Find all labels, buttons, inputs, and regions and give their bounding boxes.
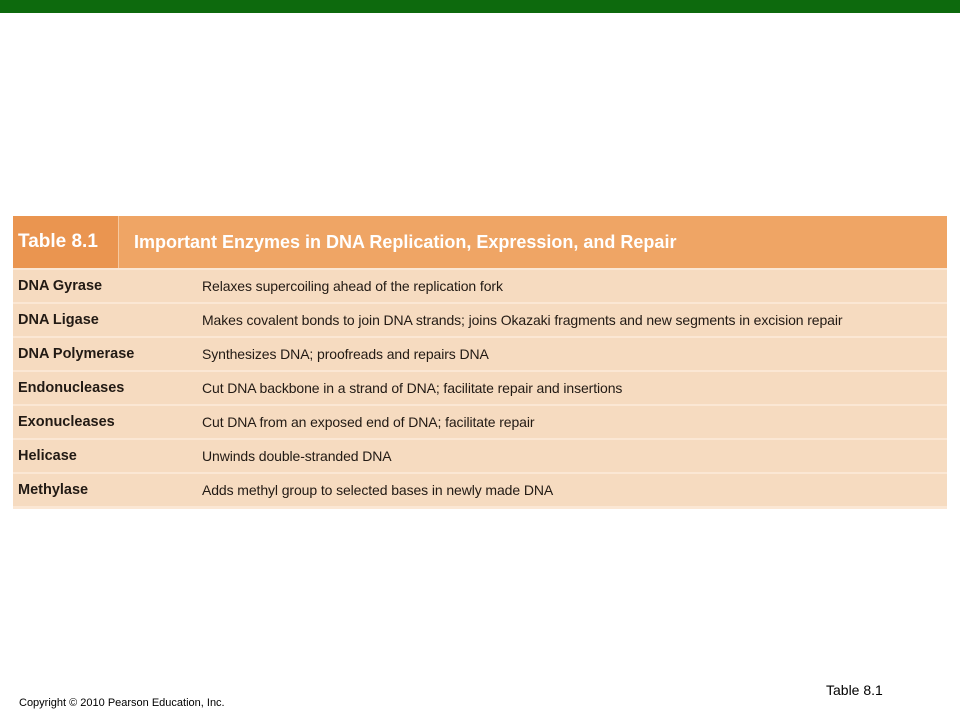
table-number: Table 8.1 — [13, 216, 119, 268]
table-row — [13, 304, 947, 336]
enzyme-name: DNA Gyrase — [18, 278, 103, 294]
copyright-notice: Copyright © 2010 Pearson Education, Inc. — [19, 697, 225, 709]
enzyme-description: Relaxes supercoiling ahead of the replication fork — [202, 278, 503, 294]
table-row — [13, 440, 947, 472]
enzyme-name: Helicase — [18, 448, 77, 464]
top-accent-bar — [0, 0, 960, 13]
enzyme-description: Synthesizes DNA; proofreads and repairs DNA — [202, 346, 489, 362]
enzyme-name: DNA Ligase — [18, 312, 99, 328]
slide-caption: Table 8.1 — [826, 682, 883, 698]
table-row — [13, 338, 947, 370]
enzyme-table — [13, 216, 947, 509]
table-row — [13, 270, 947, 302]
enzyme-description: Cut DNA from an exposed end of DNA; facilitate repair — [202, 414, 535, 430]
enzyme-description: Adds methyl group to selected bases in newly made DNA — [202, 482, 554, 498]
enzyme-description: Cut DNA backbone in a strand of DNA; facilitate repair and insertions — [202, 380, 623, 396]
table-row — [13, 372, 947, 404]
table-row — [13, 474, 947, 506]
enzyme-description: Makes covalent bonds to join DNA strands; joins Okazaki fragments and new segments in excision repair — [202, 312, 843, 328]
enzyme-description: Unwinds double-stranded DNA — [202, 448, 392, 464]
enzyme-name: Exonucleases — [18, 414, 115, 430]
table-header — [13, 216, 947, 268]
table-body — [13, 268, 947, 506]
table-title: Important Enzymes in DNA Replication, Expression, and Repair — [134, 232, 677, 252]
enzyme-name: DNA Polymerase — [18, 346, 135, 362]
table-row — [13, 406, 947, 438]
enzyme-name: Methylase — [18, 482, 89, 498]
enzyme-name: Endonucleases — [18, 380, 125, 396]
